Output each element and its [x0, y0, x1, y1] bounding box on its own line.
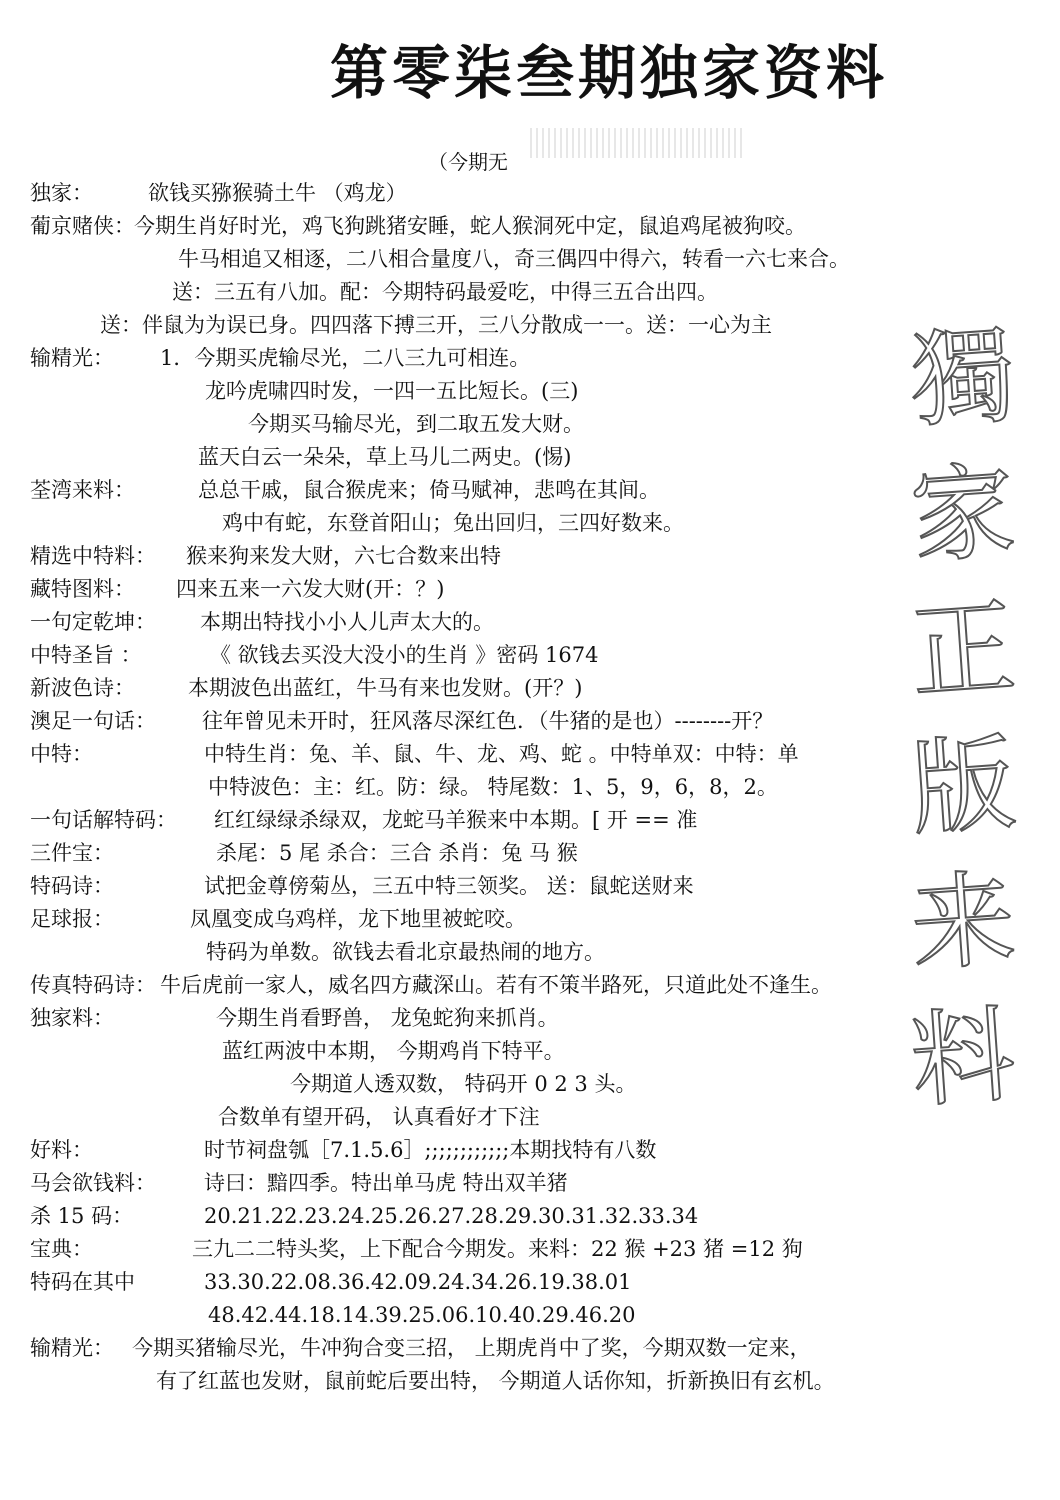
- row-text: 诗曰：黯四季。特出单马虎 特出双羊猪: [204, 1171, 568, 1195]
- page-title: 第零柒叁期独家资料: [330, 39, 889, 107]
- row-label: 独家料：: [30, 1006, 114, 1030]
- row-text: 今期道人透双数， 特码开 0 2 3 头。: [290, 1072, 637, 1096]
- row-text: 龙吟虎啸四时发，一四一五比短长。(三): [205, 379, 579, 403]
- row-text: 试把金尊傍菊丛，三五中特三领奖。 送：鼠蛇送财来: [204, 874, 694, 898]
- row-text: 中特波色：主：红。防：绿。 特尾数：1、5，9，6，8，2。: [208, 775, 778, 799]
- row-text: 欲钱买猕猴骑土牛 （鸡龙）: [148, 181, 407, 205]
- row-text: 蓝红两波中本期， 今期鸡肖下特平。: [222, 1039, 565, 1063]
- row-label: 宝典：: [30, 1237, 93, 1261]
- row-text: 猴来狗来发大财，六七合数来出特: [186, 544, 501, 568]
- row-label: 输精光：: [30, 1336, 114, 1360]
- row-label: 输精光：: [30, 346, 114, 370]
- row-text: 牛马相追又相逐，二八相合量度八，奇三偶四中得六，转看一六七来合。: [178, 247, 850, 271]
- row-label: 独家：: [30, 181, 93, 205]
- row-label: 马会欲钱料：: [30, 1171, 156, 1195]
- row-label: 藏特图料：: [30, 577, 135, 601]
- row-text: 送：三五有八加。配：今期特码最爱吃，中得三五合出四。: [172, 280, 718, 304]
- row-text: 蓝天白云一朵朵，草上马儿二两史。(惕): [198, 445, 572, 469]
- watermark-char: 正: [906, 585, 1020, 715]
- row-text: 本期出特找小小人儿声太大的。: [200, 610, 494, 634]
- row-text: 鸡中有蛇，东登首阳山；兔出回归，三四好数来。: [222, 511, 684, 535]
- row-text: 有了红蓝也发财，鼠前蛇后要出特， 今期道人话你知，折新换旧有玄机。: [156, 1369, 835, 1393]
- row-text: 20.21.22.23.24.25.26.27.28.29.30.31.32.33.34: [204, 1204, 699, 1228]
- watermark-char: 版: [906, 721, 1020, 851]
- row-label: 葡京赌侠：: [30, 214, 135, 238]
- row-text: 今期买猪输尽光，牛冲狗合变三招， 上期虎肖中了奖，今期双数一定来，: [132, 1336, 811, 1360]
- scan-noise: [530, 128, 745, 158]
- row-text: 特码为单数。欲钱去看北京最热闹的地方。: [206, 940, 605, 964]
- row-label: 三件宝：: [30, 841, 114, 865]
- watermark-char: 獨: [906, 313, 1020, 443]
- row-label: 中特：: [30, 742, 93, 766]
- watermark-char: 料: [906, 993, 1020, 1123]
- watermark-stamp: [898, 313, 1028, 1123]
- row-text: 红红绿绿杀绿双，龙蛇马羊猴来中本期。[ 开 == 准: [214, 808, 698, 832]
- row-label: 杀 15 码：: [30, 1204, 134, 1228]
- row-text: 《 欲钱去买没大没小的生肖 》密码 1674: [210, 643, 599, 667]
- row-label: 荃湾来料：: [30, 478, 135, 502]
- row-label: 特码在其中: [30, 1270, 135, 1294]
- row-label: 中特圣旨 ：: [30, 643, 142, 667]
- row-text: 33.30.22.08.36.42.09.24.34.26.19.38.01: [204, 1270, 632, 1294]
- row-label: 一句定乾坤：: [30, 610, 156, 634]
- row-label: 精选中特料：: [30, 544, 156, 568]
- row-text: 中特生肖：兔、羊、鼠、牛、龙、鸡、蛇 。中特单双：中特：单: [204, 742, 799, 766]
- row-label: 足球报：: [30, 907, 114, 931]
- row-text: 总总干戚，鼠合猴虎来；倚马赋神，悲鸣在其间。: [198, 478, 660, 502]
- row-label: 新波色诗：: [30, 676, 135, 700]
- row-text: 本期波色出蓝红，牛马有来也发财。(开？): [188, 676, 583, 700]
- row-text: 今期生肖好时光，鸡飞狗跳猪安睡，蛇人猴洞死中定，鼠追鸡尾被狗咬。: [134, 214, 806, 238]
- row-label: 一句话解特码：: [30, 808, 177, 832]
- row-text: 合数单有望开码， 认真看好才下注: [218, 1105, 540, 1129]
- row-label: 澳足一句话：: [30, 709, 156, 733]
- row-text: 48.42.44.18.14.39.25.06.10.40.29.46.20: [208, 1303, 636, 1327]
- row-label: 特码诗：: [30, 874, 114, 898]
- row-text: 凤凰变成乌鸡样，龙下地里被蛇咬。: [190, 907, 526, 931]
- subtitle: （今期无: [428, 150, 508, 174]
- row-text: 牛后虎前一家人，威名四方藏深山。若有不策半路死，只道此处不逢生。: [160, 973, 832, 997]
- row-text: 三九二二特头奖，上下配合今期发。来料：22 猴 +23 猪 =12 狗: [192, 1237, 803, 1261]
- row-text: 时节祠盘瓠［7.1.5.6］;;;;;;;;;;;;本期找特有八数: [204, 1138, 657, 1162]
- watermark-char: 家: [906, 449, 1020, 579]
- row-text: 杀尾：5 尾 杀合：三合 杀肖：兔 马 猴: [216, 841, 578, 865]
- row-label: 传真特码诗：: [30, 973, 156, 997]
- row-text: 1．今期买虎输尽光，二八三九可相连。: [160, 346, 531, 370]
- row-text: 送：伴鼠为为误已身。四四落下搏三开，三八分散成一一。送：一心为主: [100, 313, 772, 337]
- row-text: 今期生肖看野兽， 龙兔蛇狗来抓肖。: [216, 1006, 559, 1030]
- row-text: 今期买马输尽光，到二取五发大财。: [248, 412, 584, 436]
- row-text: 四来五来一六发大财(开：？): [176, 577, 445, 601]
- watermark-char: 来: [906, 857, 1020, 987]
- row-text: 往年曾见未开时，狂风落尽深红色．（牛猪的是也）--------开？: [202, 709, 774, 733]
- row-label: 好料：: [30, 1138, 93, 1162]
